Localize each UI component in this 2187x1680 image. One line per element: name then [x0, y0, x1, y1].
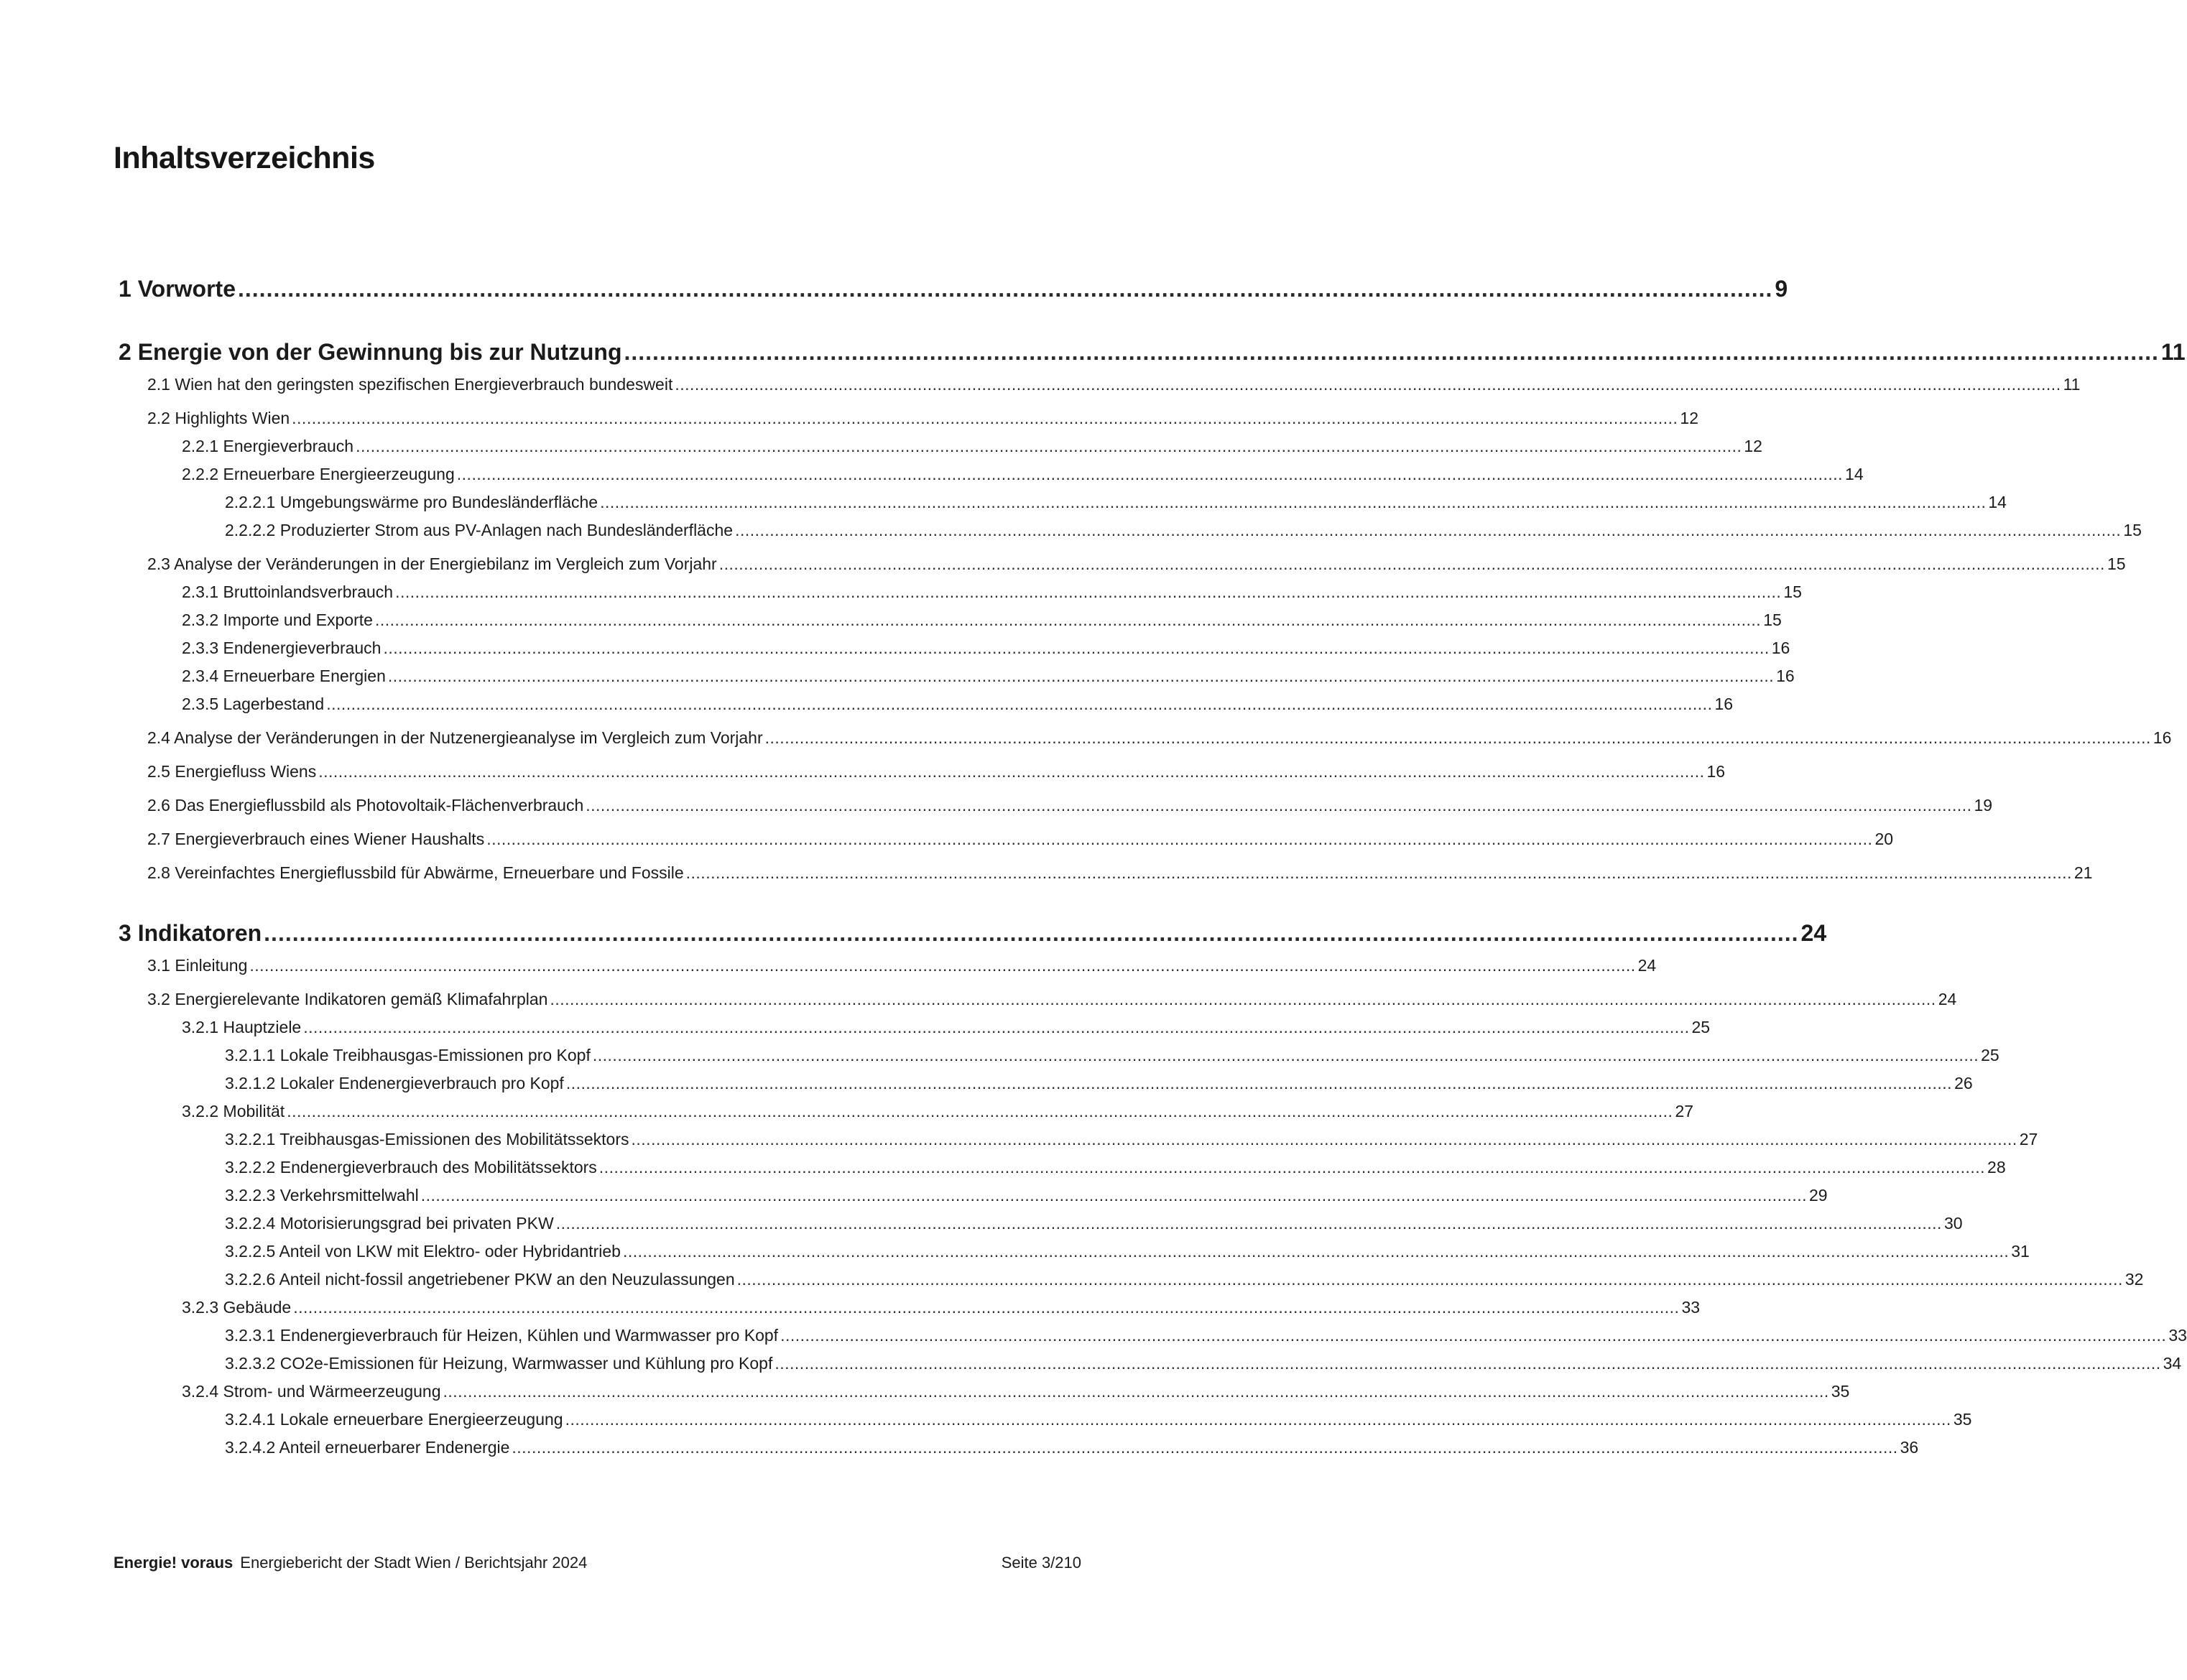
toc-leader: ........................................................................................................................................................................................................................................................................................ [395, 583, 1782, 601]
toc-entry-3[interactable] [119, 917, 1827, 949]
toc-entry-page: 31 [2011, 1242, 2030, 1261]
toc-entry-label: 2.2.2 Erneuerbare Energieerzeugung [182, 465, 455, 483]
toc-entry-label: 3.2.2.5 Anteil von LKW mit Elektro- oder Hybridantrieb [225, 1242, 621, 1261]
toc-leader: ........................................................................................................................................................................................................................................................................................ [685, 863, 2072, 882]
toc-entry-page: 24 [1938, 990, 1957, 1008]
toc-entry-page: 16 [1771, 639, 1790, 657]
toc-entry-page: 16 [2153, 728, 2172, 747]
toc-entry-label: 3.2.1.1 Lokale Treibhausgas-Emissionen pro Kopf [225, 1046, 591, 1064]
toc-entry-page: 14 [1988, 493, 2007, 511]
toc-entry-label: 3.1 Einleitung [147, 956, 248, 975]
toc-leader: ........................................................................................................................................................................................................................................................................................ [292, 409, 1678, 427]
toc-entry-3-2-2[interactable] [119, 1097, 1694, 1126]
toc-leader: ........................................................................................................................................................................................................................................................................................ [565, 1074, 1953, 1092]
toc-entry-label: 3 Indikatoren [119, 920, 262, 946]
toc-entry-page: 15 [2107, 554, 2126, 573]
toc-leader: ........................................................................................................................................................................................................................................................................................ [780, 1326, 2167, 1345]
toc-entry-2-2-2[interactable] [119, 460, 1864, 488]
toc-entry-label: 3.2 Energierelevante Indikatoren gemäß Klimafahrplan [147, 990, 548, 1008]
toc-entry-label: 2.2.1 Energieverbrauch [182, 437, 354, 455]
toc-entry-label: 3.2.1 Hauptziele [182, 1018, 302, 1036]
toc-entry-2-3-4[interactable] [119, 662, 1795, 690]
footer-brand: Energie! voraus [114, 1554, 234, 1572]
toc-entry-page: 16 [1706, 762, 1726, 781]
toc-leader: ........................................................................................................................................................................................................................ [624, 339, 2159, 365]
toc-entry-label: 3.2.2.6 Anteil nicht-fossil angetriebener PKW an den Neuzulassungen [225, 1270, 735, 1289]
toc-entry-page: 35 [1953, 1410, 1972, 1429]
toc-entry-page: 15 [1783, 583, 1802, 601]
toc-leader: ........................................................................................................................................................................................................................................................................................ [356, 437, 1742, 455]
toc-entry-page: 27 [1675, 1102, 1694, 1120]
toc-leader: ........................................................................................................................................................................................................................................................................................ [318, 762, 1705, 781]
toc-entry-page: 11 [2063, 375, 2081, 394]
toc-entry-label: 2.3 Analyse der Veränderungen in der Energiebilanz im Vergleich zum Vorjahr [147, 554, 717, 573]
toc-entry-label: 2.5 Energiefluss Wiens [147, 762, 317, 781]
toc-entry-page: 9 [1775, 276, 1788, 302]
toc-leader: ........................................................................................................................................................................................................................................................................................ [631, 1130, 2017, 1148]
toc-entry-2-6[interactable] [119, 792, 1993, 820]
toc-entry-2-2-2-1[interactable] [119, 488, 2007, 516]
toc-leader: ........................................................................................................................................................................................................................................................................................ [249, 956, 1636, 975]
toc-entry-label: 2.3.1 Bruttoinlandsverbrauch [182, 583, 394, 601]
toc-leader: ........................................................................................................................................................................................................................................................................................ [718, 554, 2105, 573]
toc-entry-2-8[interactable] [119, 859, 2093, 887]
toc-entry-2-2[interactable] [119, 404, 1698, 432]
toc-leader: ........................................................................................................................................................................................................................................................................................ [675, 375, 2061, 394]
toc-entry-label: 3.2.4.1 Lokale erneuerbare Energieerzeugung [225, 1410, 563, 1429]
toc-leader: ........................................................................................................................................................................................................................ [238, 276, 1773, 302]
toc-entry-label: 2 Energie von der Gewinnung bis zur Nutzung [119, 339, 622, 365]
toc-entry-3-2-2-5[interactable] [119, 1238, 2030, 1266]
toc-entry-2-4[interactable] [119, 724, 2172, 752]
toc-entry-label: 3.2.2.4 Motorisierungsgrad bei privaten PKW [225, 1214, 554, 1233]
table-of-contents [119, 273, 2187, 1462]
toc-entry-3-2-3-1[interactable] [119, 1322, 2187, 1350]
toc-entry-page: 36 [1900, 1438, 1919, 1457]
toc-entry-page: 15 [1763, 611, 1782, 629]
toc-entry-3-2-2-4[interactable] [119, 1210, 1963, 1238]
toc-leader: ........................................................................................................................................................................................................................................................................................ [512, 1438, 1898, 1457]
toc-entry-label: 2.3.3 Endenergieverbrauch [182, 639, 382, 657]
toc-entry-label: 3.2.2.2 Endenergieverbrauch des Mobilitätssektors [225, 1158, 597, 1177]
toc-leader: ........................................................................................................................................................................................................................................................................................ [555, 1214, 1942, 1233]
toc-entry-label: 3.2.2.1 Treibhausgas-Emissionen des Mobilitätssektors [225, 1130, 629, 1148]
toc-leader: ........................................................................................................................................................................................................................................................................................ [736, 1270, 2123, 1289]
toc-entry-2-7[interactable] [119, 825, 1894, 853]
toc-leader: ........................................................................................................................................................................................................................................................................................ [420, 1186, 1807, 1205]
toc-entry-3-2[interactable] [119, 985, 1957, 1013]
toc-entry-page: 27 [2019, 1130, 2038, 1148]
toc-entry-label: 3.2.2 Mobilität [182, 1102, 285, 1120]
toc-entry-3-2-2-2[interactable] [119, 1154, 2006, 1182]
toc-entry-1[interactable] [119, 273, 1788, 305]
toc-entry-2-3-3[interactable] [119, 634, 1790, 662]
toc-leader: ........................................................................................................................................................................................................................................................................................ [764, 728, 2151, 747]
toc-entry-label: 2.3.2 Importe und Exporte [182, 611, 373, 629]
toc-entry-2-1[interactable] [119, 371, 2081, 399]
toc-entry-2-3-5[interactable] [119, 690, 1734, 718]
toc-leader: ........................................................................................................................................................................................................................................................................................ [550, 990, 1936, 1008]
toc-leader: ........................................................................................................................................................................................................................................................................................ [303, 1018, 1690, 1036]
toc-entry-page: 16 [1714, 695, 1734, 713]
toc-entry-label: 3.2.2.3 Verkehrsmittelwahl [225, 1186, 419, 1205]
toc-entry-3-2-4-2[interactable] [119, 1434, 1919, 1462]
toc-entry-page: 14 [1845, 465, 1864, 483]
toc-entry-page: 25 [1691, 1018, 1711, 1036]
page-number: Seite 3/210 [1001, 1554, 1081, 1572]
toc-entry-2-3-1[interactable] [119, 578, 1802, 606]
toc-entry-label: 2.2 Highlights Wien [147, 409, 290, 427]
toc-entry-label: 3.2.4.2 Anteil erneuerbarer Endenergie [225, 1438, 510, 1457]
toc-leader: ........................................................................................................................................................................................................................................................................................ [622, 1242, 2010, 1261]
toc-entry-label: 1 Vorworte [119, 276, 236, 302]
toc-leader: ........................................................................................................................................................................................................................................................................................ [287, 1102, 1673, 1120]
toc-entry-2-3-2[interactable] [119, 606, 1782, 634]
toc-entry-page: 16 [1776, 667, 1795, 685]
toc-leader: ........................................................................................................................................................................................................................................................................................ [775, 1354, 2161, 1373]
toc-leader: ........................................................................................................................................................................................................................................................................................ [592, 1046, 1979, 1064]
toc-entry-3-2-4[interactable] [119, 1378, 1850, 1406]
toc-entry-label: 3.2.4 Strom- und Wärmeerzeugung [182, 1382, 441, 1401]
toc-entry-label: 3.2.1.2 Lokaler Endenergieverbrauch pro Kopf [225, 1074, 564, 1092]
toc-entry-page: 12 [1744, 437, 1762, 455]
toc-leader: ........................................................................................................................................................................................................................................................................................ [383, 639, 1770, 657]
toc-entry-page: 32 [2124, 1270, 2144, 1289]
toc-entry-label: 3.2.3.1 Endenergieverbrauch für Heizen, Kühlen und Warmwasser pro Kopf [225, 1326, 779, 1345]
toc-entry-label: 2.8 Vereinfachtes Energieflussbild für Abwärme, Erneuerbare und Fossile [147, 863, 684, 882]
toc-entry-2-2-1[interactable] [119, 432, 1762, 460]
toc-entry-page: 24 [1800, 920, 1827, 946]
toc-entry-page: 25 [1981, 1046, 1999, 1064]
toc-entry-label: 2.7 Energieverbrauch eines Wiener Haushalts [147, 830, 485, 848]
toc-entry-page: 20 [1874, 830, 1894, 848]
toc-entry-page: 28 [1987, 1158, 2006, 1177]
toc-entry-2[interactable] [119, 336, 2186, 368]
toc-leader: ........................................................................................................................................................................................................................................................................................ [293, 1298, 1680, 1317]
toc-entry-3-2-2-6[interactable] [119, 1266, 2144, 1294]
toc-entry-2-3[interactable] [119, 550, 2126, 578]
toc-entry-page: 29 [1809, 1186, 1828, 1205]
toc-leader: ........................................................................................................................................................................................................................ [264, 920, 1799, 946]
toc-entry-label: 2.1 Wien hat den geringsten spezifischen Energieverbrauch bundesweit [147, 375, 673, 394]
toc-entry-label: 3.2.3.2 CO2e-Emissionen für Heizung, Warmwasser und Kühlung pro Kopf [225, 1354, 773, 1373]
toc-leader: ........................................................................................................................................................................................................................................................................................ [374, 611, 1762, 629]
toc-entry-3-2-1[interactable] [119, 1013, 1711, 1041]
toc-entry-page: 34 [2163, 1354, 2182, 1373]
toc-entry-page: 19 [1974, 796, 1993, 815]
footer-report-title: Energiebericht der Stadt Wien / Berichtsjahr 2024 [240, 1554, 588, 1572]
toc-entry-3-2-2-3[interactable] [119, 1182, 1828, 1210]
toc-entry-3-2-2-1[interactable] [119, 1126, 2038, 1154]
toc-entry-page: 12 [1680, 409, 1698, 427]
toc-entry-3-1[interactable] [119, 952, 1657, 980]
toc-entry-label: 2.6 Das Energieflussbild als Photovoltaik-Flächenverbrauch [147, 796, 584, 815]
toc-entry-3-2-3[interactable] [119, 1294, 1701, 1322]
toc-entry-2-5[interactable] [119, 758, 1726, 786]
toc-leader: ........................................................................................................................................................................................................................................................................................ [598, 1158, 1986, 1177]
toc-entry-label: 2.4 Analyse der Veränderungen in der Nutzenergieanalyse im Vergleich zum Vorjahr [147, 728, 763, 747]
toc-leader: ........................................................................................................................................................................................................................................................................................ [443, 1382, 1829, 1401]
toc-entry-3-2-1-2[interactable] [119, 1069, 1973, 1097]
toc-entry-label: 2.3.4 Erneuerbare Energien [182, 667, 386, 685]
toc-entry-label: 3.2.3 Gebäude [182, 1298, 292, 1317]
page-title: Inhaltsverzeichnis [114, 141, 375, 175]
toc-leader: ........................................................................................................................................................................................................................................................................................ [387, 667, 1775, 685]
toc-leader: ........................................................................................................................................................................................................................................................................................ [600, 493, 1987, 511]
toc-entry-page: 35 [1831, 1382, 1850, 1401]
toc-leader: ........................................................................................................................................................................................................................................................................................ [326, 695, 1713, 713]
toc-entry-page: 24 [1637, 956, 1657, 975]
toc-entry-page: 21 [2073, 863, 2093, 882]
toc-leader: ........................................................................................................................................................................................................................................................................................ [735, 521, 2122, 539]
toc-entry-3-2-3-2[interactable] [119, 1350, 2182, 1378]
toc-entry-page: 26 [1954, 1074, 1973, 1092]
toc-entry-page: 11 [2160, 339, 2186, 365]
toc-entry-page: 15 [2123, 521, 2142, 539]
toc-entry-label: 2.3.5 Lagerbestand [182, 695, 325, 713]
toc-leader: ........................................................................................................................................................................................................................................................................................ [586, 796, 1972, 815]
toc-entry-label: 2.2.2.1 Umgebungswärme pro Bundesländerfläche [225, 493, 598, 511]
toc-entry-label: 2.2.2.2 Produzierter Strom aus PV-Anlagen nach Bundesländerfläche [225, 521, 734, 539]
toc-entry-3-2-4-1[interactable] [119, 1406, 1972, 1434]
footer-left [114, 1554, 587, 1572]
toc-entry-3-2-1-1[interactable] [119, 1041, 1999, 1069]
toc-leader: ........................................................................................................................................................................................................................................................................................ [486, 830, 1873, 848]
toc-leader: ........................................................................................................................................................................................................................................................................................ [565, 1410, 1951, 1429]
toc-leader: ........................................................................................................................................................................................................................................................................................ [456, 465, 1844, 483]
page-footer [114, 1554, 1081, 1572]
toc-entry-page: 33 [2168, 1326, 2187, 1345]
toc-entry-2-2-2-2[interactable] [119, 516, 2142, 544]
toc-entry-page: 33 [1681, 1298, 1701, 1317]
toc-entry-page: 30 [1943, 1214, 1963, 1233]
